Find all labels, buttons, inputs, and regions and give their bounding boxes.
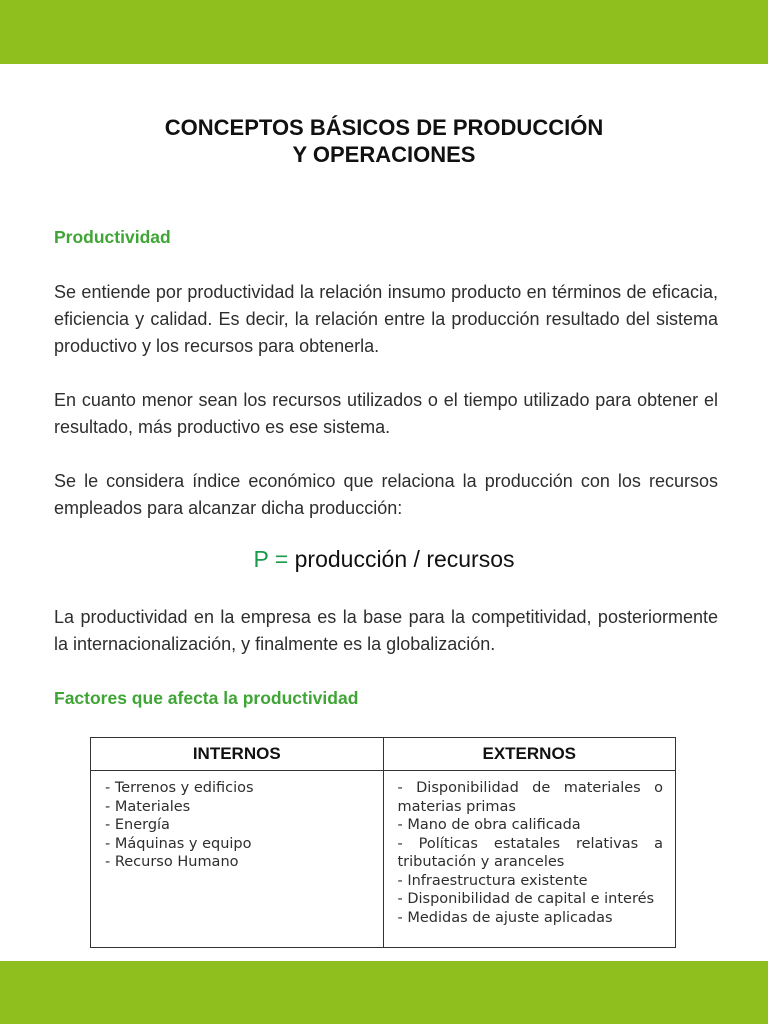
table-row [91, 771, 676, 948]
list-item: - Mano de obra calificada [397, 817, 581, 833]
list-item: - Energía [105, 817, 170, 833]
externos-list [398, 779, 664, 927]
list-item: - Disponibilidad de materiales o materias primas [397, 780, 663, 815]
formula-lhs: P = [253, 546, 289, 572]
list-item: - Políticas estatales relativas a tributación y aranceles [397, 835, 663, 870]
list-item: - Recurso Humano [105, 854, 239, 870]
page-title-line-1: CONCEPTOS BÁSICOS DE PRODUCCIÓN [164, 115, 604, 140]
paragraph-resources: En cuanto menor sean los recursos utilizados o el tiempo utilizado para obtener el resultado, más productivo es ese sistema. [54, 390, 718, 437]
page-title [0, 114, 768, 168]
top-accent-bar [0, 0, 768, 64]
paragraph-definition: Se entiende por productividad la relación insumo producto en términos de eficacia, eficiencia y calidad. Es decir, la relación entre la producción resultado del sistema productivo y los recursos para obtenerla. [54, 282, 718, 356]
list-item: - Terrenos y edificios [105, 780, 254, 796]
list-item: - Materiales [105, 798, 191, 815]
internos-cell [91, 771, 384, 948]
paragraph-competitiveness: La productividad en la empresa es la base para la competitividad, posteriormente la internacionalización, y finalmente es la globalización. [54, 607, 718, 654]
list-item: - Medidas de ajuste aplicadas [397, 909, 613, 926]
list-item: - Disponibilidad de capital e interés [397, 891, 655, 907]
section-heading-factores: Factores que afecta la productividad [54, 688, 359, 708]
column-header-internos: INTERNOS [91, 738, 384, 771]
column-header-externos: EXTERNOS [383, 738, 676, 771]
table-header-row [91, 738, 676, 771]
externos-cell [383, 771, 676, 948]
formula-rhs: producción / recursos [294, 546, 515, 572]
internos-list [105, 779, 371, 872]
list-item: - Máquinas y equipo [105, 835, 252, 852]
section-heading-productividad: Productividad [54, 227, 171, 247]
page-title-line-2: Y OPERACIONES [292, 142, 476, 167]
list-item: - Infraestructura existente [397, 872, 588, 889]
factors-table [90, 737, 676, 948]
paragraph-index: Se le considera índice económico que relaciona la producción con los recursos empleados para alcanzar dicha producción: [54, 471, 718, 518]
bottom-accent-bar [0, 961, 768, 1024]
productivity-formula [0, 546, 768, 573]
